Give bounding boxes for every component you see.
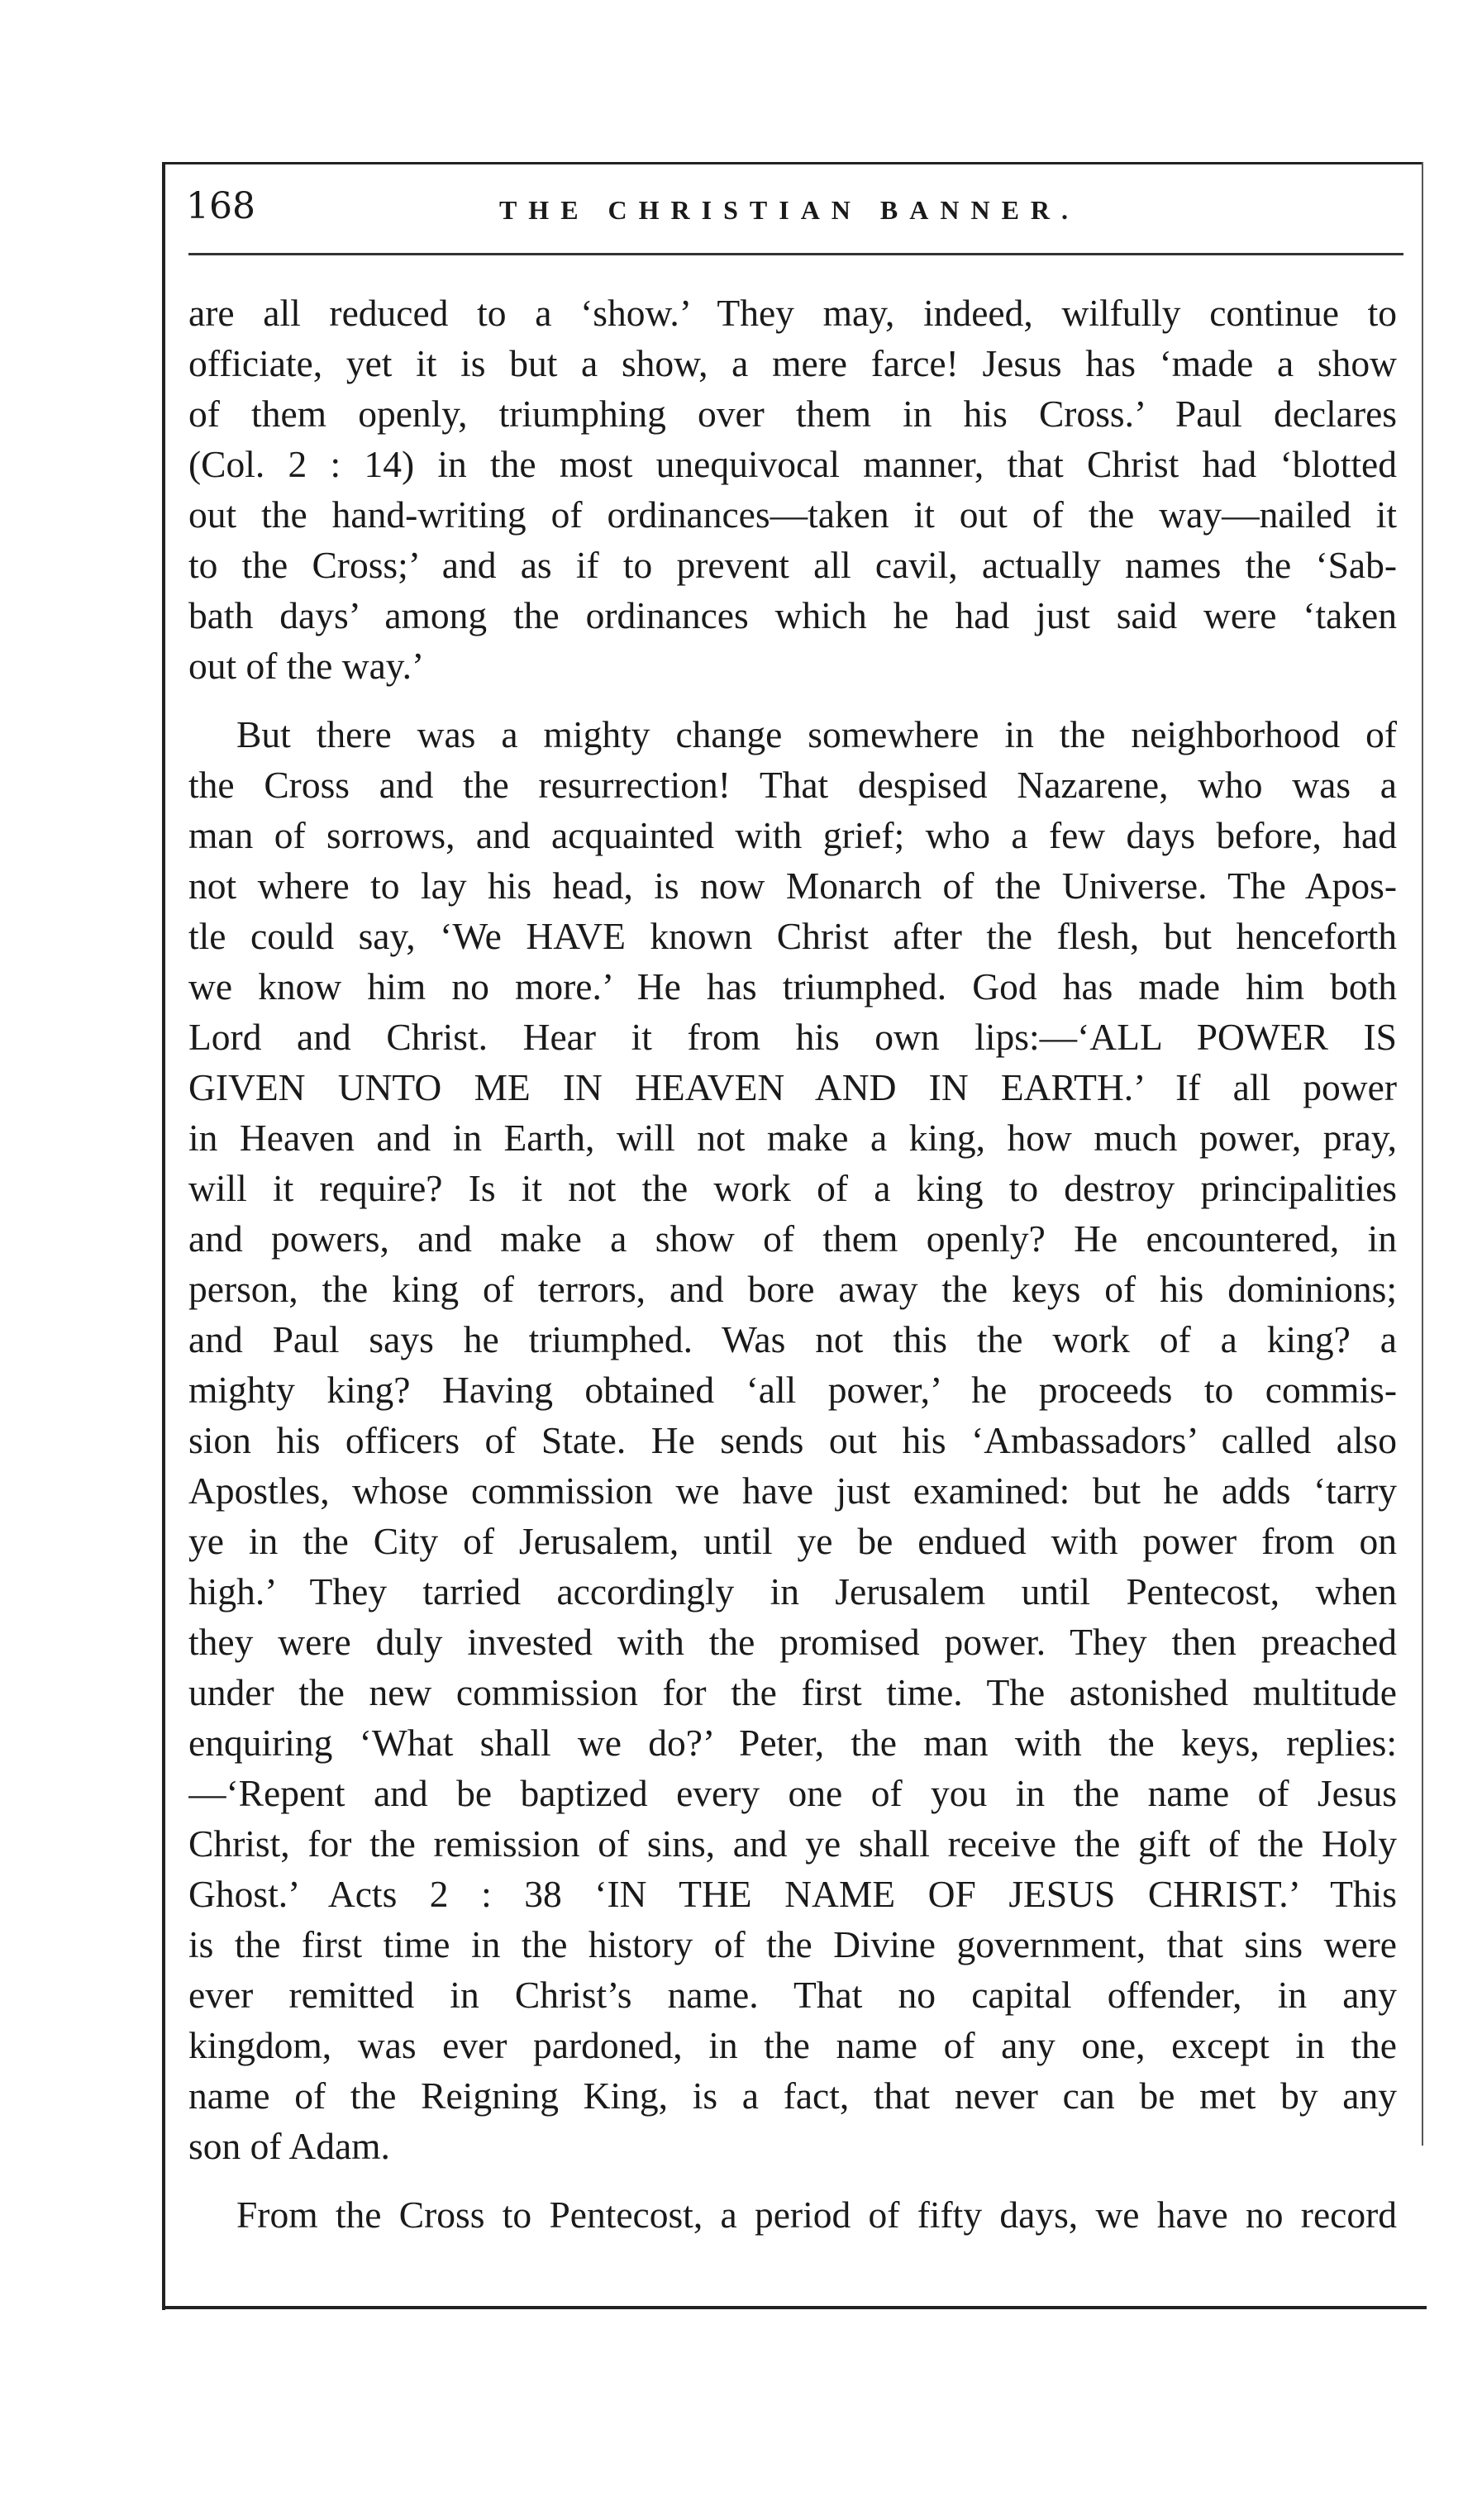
- text-line: GIVEN UNTO ME IN HEAVEN AND IN EARTH.’ If all power: [188, 1066, 1397, 1108]
- paragraph-gap: [188, 691, 1397, 709]
- text-line: kingdom, was ever pardoned, in the name of any one, except in the: [188, 2024, 1397, 2066]
- text-line: Ghost.’ Acts 2 : 38 ‘IN THE NAME OF JESUS CHRIST.’ This: [188, 1873, 1397, 1915]
- text-line: the Cross and the resurrection! That despised Nazarene, who was a: [188, 764, 1397, 806]
- text-line: ye in the City of Jerusalem, until ye be endued with power from on: [188, 1520, 1397, 1562]
- text-line: mighty king? Having obtained ‘all power,’ he proceeds to commis-: [188, 1369, 1397, 1411]
- page-right-rule: [1422, 162, 1423, 2146]
- text-line: enquiring ‘What shall we do?’ Peter, the man with the keys, replies:: [188, 1722, 1397, 1764]
- running-title: THE CHRISTIAN BANNER.: [498, 195, 1080, 225]
- text-line: ever remitted in Christ’s name. That no capital offender, in any: [188, 1974, 1397, 2016]
- text-line: will it require? Is it not the work of a king to destroy principalities: [188, 1167, 1397, 1209]
- text-line: Christ, for the remission of sins, and ye shall receive the gift of the Holy: [188, 1822, 1397, 1865]
- text-line: sion his officers of State. He sends out his ‘Ambassadors’ called also: [188, 1419, 1397, 1461]
- text-line: man of sorrows, and acquainted with grief; who a few days before, had: [188, 814, 1397, 856]
- text-line: are all reduced to a ‘show.’ They may, indeed, wilfully continue to: [188, 292, 1397, 334]
- text-line: we know him no more.’ He has triumphed. God has made him both: [188, 965, 1397, 1008]
- text-column: [188, 288, 1397, 2240]
- page-header: [186, 180, 1393, 238]
- text-line: Apostles, whose commission we have just examined: but he adds ‘tarry: [188, 1470, 1397, 1512]
- text-line: —‘Repent and be baptized every one of you in the name of Jesus: [188, 1772, 1397, 1814]
- text-line: tle could say, ‘We HAVE known Christ after the flesh, but henceforth: [188, 915, 1397, 957]
- header-rule: [188, 253, 1403, 255]
- text-line: But there was a mighty change somewhere in the neighborhood of: [236, 713, 1397, 755]
- text-line: officiate, yet it is but a show, a mere farce! Jesus has ‘made a show: [188, 342, 1397, 384]
- text-line: bath days’ among the ordinances which he had just said were ‘taken: [188, 594, 1397, 636]
- text-line: out the hand-writing of ordinances—taken it out of the way—nailed it: [188, 493, 1397, 536]
- text-line: and Paul says he triumphed. Was not this the work of a king? a: [188, 1318, 1397, 1360]
- paragraph-gap: [188, 2171, 1397, 2189]
- text-line: (Col. 2 : 14) in the most unequivocal manner, that Christ had ‘blotted: [188, 443, 1397, 485]
- text-line: not where to lay his head, is now Monarch of the Universe. The Apos-: [188, 865, 1397, 907]
- text-line: to the Cross;’ and as if to prevent all cavil, actually names the ‘Sab-: [188, 544, 1397, 586]
- bottom-rule: [162, 2306, 1427, 2309]
- text-line: is the first time in the history of the Divine government, that sins were: [188, 1923, 1397, 1965]
- text-line: person, the king of terrors, and bore away the keys of his dominions;: [188, 1268, 1397, 1310]
- text-line: name of the Reigning King, is a fact, that never can be met by any: [188, 2075, 1397, 2117]
- text-line: in Heaven and in Earth, will not make a king, how much power, pray,: [188, 1117, 1397, 1159]
- paragraph-2: [188, 709, 1397, 2171]
- text-line: under the new commission for the first time. The astonished multitude: [188, 1671, 1397, 1713]
- text-line: son of Adam.: [188, 2125, 390, 2167]
- text-line: high.’ They tarried accordingly in Jerusalem until Pentecost, when: [188, 1570, 1397, 1613]
- text-line: out of the way.’: [188, 645, 425, 687]
- text-line: Lord and Christ. Hear it from his own lips:—‘ALL POWER IS: [188, 1016, 1397, 1058]
- text-line: and powers, and make a show of them openly? He encountered, in: [188, 1217, 1397, 1260]
- text-line: of them openly, triumphing over them in his Cross.’ Paul declares: [188, 393, 1397, 435]
- text-line: From the Cross to Pentecost, a period of fifty days, we have no record: [236, 2194, 1397, 2236]
- text-line: they were duly invested with the promised power. They then preached: [188, 1621, 1397, 1663]
- page-number: 168: [186, 185, 255, 227]
- paragraph-3: [188, 2189, 1397, 2240]
- paragraph-1: [188, 288, 1397, 691]
